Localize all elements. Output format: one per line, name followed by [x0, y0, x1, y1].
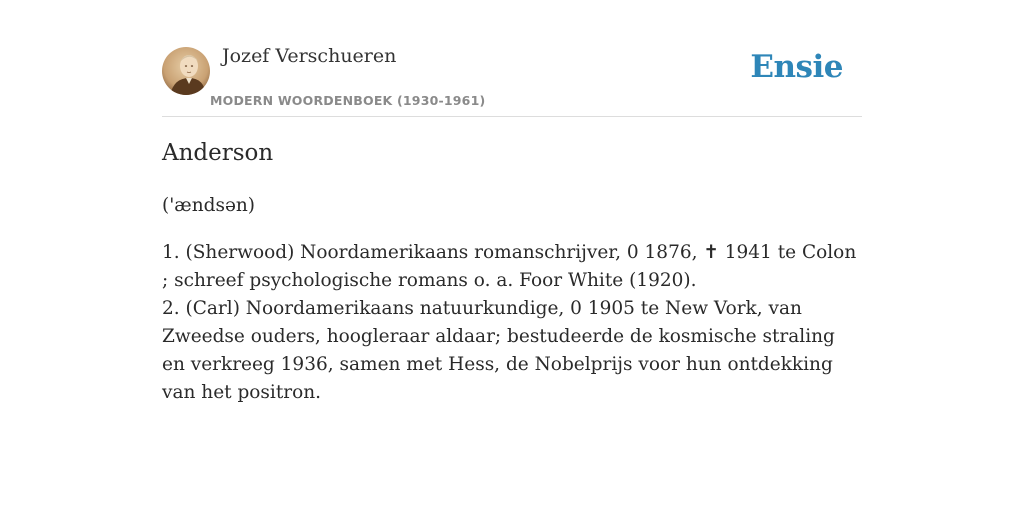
entry-definition	[162, 239, 862, 407]
author-name[interactable]: Jozef Verschueren	[222, 45, 397, 67]
entry-card	[162, 0, 862, 403]
source-label[interactable]: MODERN WOORDENBOEK (1930-1961)	[210, 93, 486, 108]
entry-pronunciation: ('ændsən)	[162, 195, 256, 216]
entry-header	[162, 0, 862, 117]
author-portrait-icon	[162, 47, 210, 95]
definition-sense: 2. (Carl) Noordamerikaans natuurkundige, 0 1905 te New Vork, van Zweedse ouders, hoogleraar aldaar; bestudeerde de kosmische straling en verkreeg 1936, samen met Hess, de Nobelprijs voor hun ontdekking van het positron.	[162, 298, 835, 403]
author-avatar[interactable]	[162, 47, 210, 95]
brand-logo[interactable]: Ensie	[750, 49, 843, 85]
definition-sense: 1. (Sherwood) Noordamerikaans romanschrijver, 0 1876, ✝ 1941 te Colon ; schreef psychologische romans o. a. Foor White (1920).	[162, 242, 857, 291]
entry-term: Anderson	[162, 140, 274, 166]
